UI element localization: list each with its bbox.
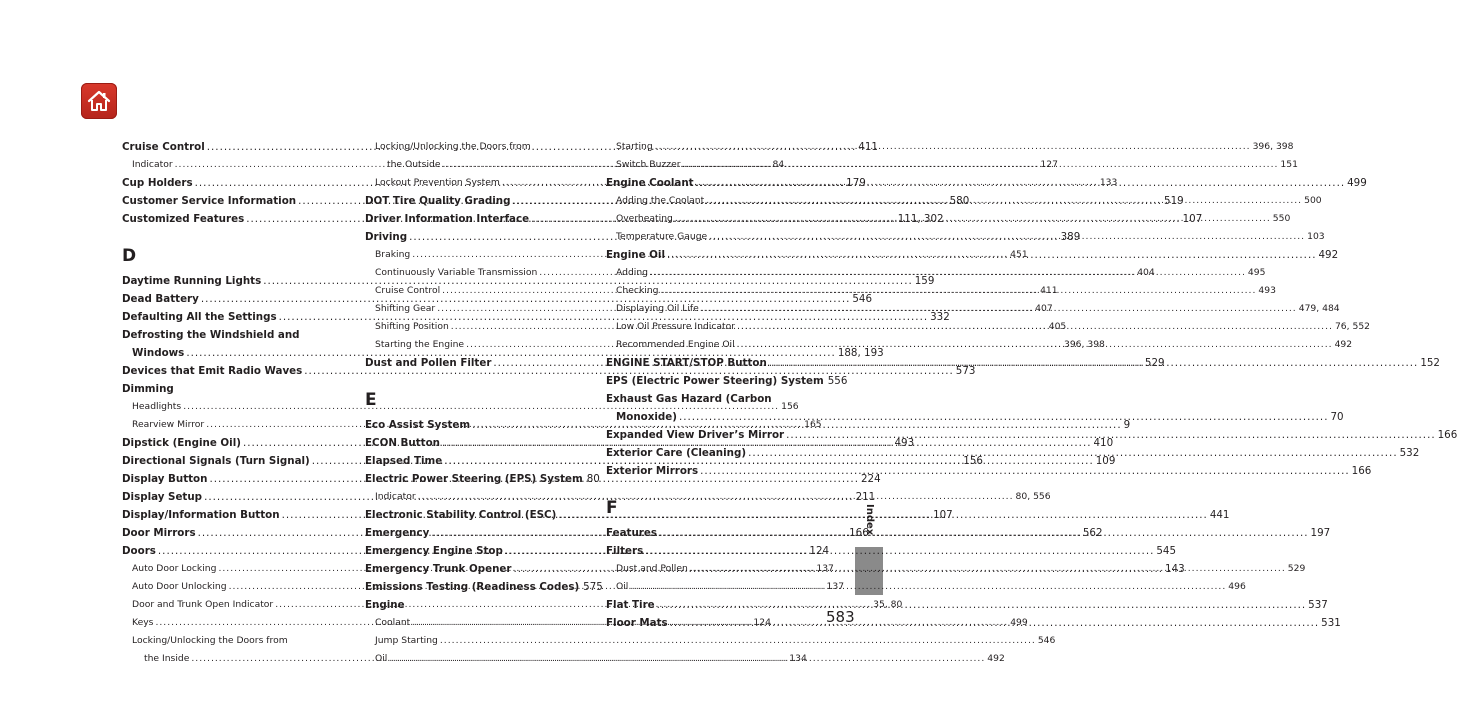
page-reference-link[interactable]: 499 xyxy=(1010,617,1028,628)
dot-leader xyxy=(655,138,1251,156)
page-reference-link[interactable]: 492 xyxy=(1318,249,1339,261)
entry-label: Driver Information Interface xyxy=(365,213,530,225)
page-reference-link[interactable]: 152 xyxy=(1420,357,1440,369)
page-reference-link[interactable]: 151 xyxy=(1280,159,1298,170)
page-number: 583 xyxy=(826,608,855,626)
entry-label: Display Setup xyxy=(122,491,203,503)
page-reference-link[interactable]: 332 xyxy=(930,311,950,323)
page-reference-link[interactable]: 495 xyxy=(1247,267,1266,278)
entry-label: the Inside xyxy=(144,653,190,664)
page-reference-link[interactable]: 124 xyxy=(809,545,830,557)
dot-leader xyxy=(667,246,1317,264)
index-entry-heading xyxy=(365,596,591,614)
entry-label: Locking/Unlocking the Doors from xyxy=(375,141,531,152)
page-reference-link[interactable]: 124 xyxy=(753,617,771,628)
entry-label: Emergency Engine Stop xyxy=(365,545,503,557)
index-entry-heading xyxy=(122,326,348,344)
page-reference-link[interactable]: 166 xyxy=(1437,429,1457,441)
entry-label: Dust and Pollen xyxy=(616,563,688,574)
entry-label: Features xyxy=(606,527,657,539)
entry-label: Coolant xyxy=(375,617,411,628)
dot-leader xyxy=(700,462,1350,480)
entry-label: Customer Service Information xyxy=(122,195,297,207)
dot-leader xyxy=(659,524,1309,542)
page-reference-link[interactable]: 137 xyxy=(816,563,834,574)
page-reference-link[interactable]: 179 xyxy=(846,177,866,189)
page-reference-link[interactable]: 76, 552 xyxy=(1334,321,1371,332)
page-reference-link[interactable]: 134 xyxy=(789,653,807,664)
page-reference-link[interactable]: 9 xyxy=(1123,419,1131,431)
entry-label: DOT Tire Quality Grading xyxy=(365,195,511,207)
entry-label: the Outside xyxy=(387,159,441,170)
index-entry[interactable] xyxy=(365,578,603,596)
entry-label: Doors xyxy=(122,545,156,557)
entry-label: Oil xyxy=(375,653,388,664)
section-letter: D xyxy=(122,246,137,266)
entry-label: Emergency xyxy=(365,527,430,539)
page-reference-link[interactable]: 166 xyxy=(849,527,869,539)
page-reference-link[interactable]: 143 xyxy=(1165,563,1185,575)
dot-leader xyxy=(769,354,1419,372)
page-reference-link[interactable]: 224 xyxy=(860,473,881,485)
dot-leader xyxy=(737,336,1333,354)
entry-label: Expanded View Driver’s Mirror xyxy=(606,429,785,441)
page-reference-link[interactable]: 532 xyxy=(1399,447,1420,459)
entry-label: Electronic Stability Control (ESC) xyxy=(365,509,557,521)
dot-leader xyxy=(657,596,1307,614)
page-reference-link[interactable]: 70 xyxy=(1330,411,1344,423)
page-reference-link[interactable]: 80, 556 xyxy=(1015,491,1051,502)
page-reference-link[interactable]: 159 xyxy=(914,275,935,287)
page-reference-link[interactable]: 411 xyxy=(858,141,878,153)
entry-label: Daytime Running Lights xyxy=(122,275,262,287)
page-reference-link[interactable]: 405 xyxy=(1048,321,1067,332)
entry-label: Emissions Testing (Readiness Codes) xyxy=(365,581,580,593)
entry-label: Windows xyxy=(132,347,185,359)
index-entry-heading xyxy=(606,542,832,560)
section-letter: E xyxy=(365,390,377,410)
page-reference-link[interactable]: 529 xyxy=(1287,563,1306,574)
page-reference-link[interactable]: 529 xyxy=(1144,357,1165,369)
page-reference-link[interactable]: 103 xyxy=(1307,231,1325,242)
page-reference-link[interactable]: 396, 398 xyxy=(1252,141,1294,152)
section-letter: F xyxy=(606,498,618,518)
page-reference-link[interactable]: 107 xyxy=(1182,213,1203,225)
page-reference-link[interactable]: 404 xyxy=(1137,267,1155,278)
entry-label: Engine Oil xyxy=(606,249,665,261)
page-reference-link[interactable]: 556 xyxy=(827,375,848,387)
entry-label: Recommended Engine Oil xyxy=(616,339,735,350)
entry-label: Auto Door Unlocking xyxy=(132,581,227,592)
entry-label: Starting xyxy=(616,141,653,152)
page-reference-link[interactable]: 537 xyxy=(1308,599,1328,611)
entry-label: Exterior Mirrors xyxy=(606,465,699,477)
entry-label: Jump Starting xyxy=(375,635,438,646)
index-side-label: Index xyxy=(864,504,875,536)
page-reference-link[interactable]: 546 xyxy=(1037,635,1056,646)
page-reference-link[interactable]: 546 xyxy=(852,293,873,305)
dot-leader xyxy=(737,318,1333,336)
page-reference-link[interactable]: 496 xyxy=(1228,581,1246,592)
page-reference-link[interactable]: 492 xyxy=(987,653,1005,664)
dot-leader xyxy=(690,560,1286,578)
dot-leader xyxy=(679,408,1329,426)
page-reference-link[interactable]: 545 xyxy=(1156,545,1177,557)
entry-label: Shifting Position xyxy=(375,321,449,332)
home-button[interactable] xyxy=(81,83,117,119)
entry-label: Cruise Control xyxy=(122,141,205,153)
dot-leader xyxy=(683,156,1279,174)
dot-leader xyxy=(675,210,1271,228)
entry-label: Dust and Pollen Filter xyxy=(365,357,492,369)
dot-leader xyxy=(748,444,1398,462)
entry-label: ENGINE START/STOP Button xyxy=(606,357,767,369)
page-reference-link[interactable]: 156 xyxy=(963,455,983,467)
entry-label: Overheating xyxy=(616,213,673,224)
entry-label: Switch Buzzer xyxy=(616,159,681,170)
entry-label: Filters xyxy=(606,545,644,557)
dot-leader xyxy=(786,426,1436,444)
entry-label: Eco Assist System xyxy=(365,419,471,431)
entry-label: Floor Mats xyxy=(606,617,668,629)
entry-label: Indicator xyxy=(375,491,416,502)
entry-label: Checking xyxy=(616,285,659,296)
page-reference-link[interactable]: 407 xyxy=(1035,303,1053,314)
index-entry-heading xyxy=(122,380,348,398)
entry-label: Displaying Oil Life xyxy=(616,303,699,314)
dot-leader xyxy=(660,282,1256,300)
entry-label: Temperature Gauge xyxy=(616,231,708,242)
home-icon xyxy=(86,88,112,114)
entry-label: Adding xyxy=(616,267,648,278)
entry-label: Electric Power Steering (EPS) System xyxy=(365,473,583,485)
page-reference-link[interactable]: 133 xyxy=(1099,177,1118,188)
entry-label: Shifting Gear xyxy=(375,303,436,314)
entry-label: Devices that Emit Radio Waves xyxy=(122,365,303,377)
entry-label: Defaulting All the Settings xyxy=(122,311,277,323)
page-reference-link[interactable]: 575 xyxy=(583,581,603,593)
page-reference-link[interactable]: 411 xyxy=(1040,285,1058,296)
dot-leader xyxy=(440,632,1036,650)
entry-label: EPS (Electric Power Steering) System xyxy=(606,375,824,387)
dot-leader xyxy=(709,228,1305,246)
entry-label: Directional Signals (Turn Signal) xyxy=(122,455,310,467)
page-reference-link[interactable]: 107 xyxy=(933,509,953,521)
dot-leader xyxy=(670,614,1320,632)
page-reference-link[interactable]: 156 xyxy=(781,401,799,412)
entry-label: Headlights xyxy=(132,401,182,412)
entry-label: ECON Button xyxy=(365,437,440,449)
entry-label: Dipstick (Engine Oil) xyxy=(122,437,241,449)
page-reference-link[interactable]: 451 xyxy=(1010,249,1028,260)
entry-label: Engine xyxy=(365,599,405,611)
page-reference-link[interactable]: 165 xyxy=(804,419,822,430)
entry-label: Emergency Trunk Opener xyxy=(365,563,512,575)
entry-label: Exhaust Gas Hazard (Carbon xyxy=(606,393,772,405)
index-subentry[interactable] xyxy=(365,632,1056,650)
entry-label: Lockout Prevention System xyxy=(375,177,500,188)
entry-label: Engine Coolant xyxy=(606,177,694,189)
index-subentry-heading xyxy=(122,632,348,650)
entry-label: Flat Tire xyxy=(606,599,655,611)
entry-label: Display Button xyxy=(122,473,208,485)
entry-label: Door and Trunk Open Indicator xyxy=(132,599,274,610)
page-reference-link[interactable]: 493 xyxy=(1258,285,1276,296)
page-reference-link[interactable]: 492 xyxy=(1334,339,1353,350)
index-entry-heading xyxy=(606,390,832,408)
index-subentry-heading xyxy=(365,138,591,156)
page-reference-link[interactable]: 499 xyxy=(1347,177,1367,189)
entry-label: Starting the Engine xyxy=(375,339,465,350)
page-reference-link[interactable]: 109 xyxy=(1095,455,1116,467)
entry-label: Low Oil Pressure Indicator xyxy=(616,321,736,332)
page-reference-link[interactable]: 580 xyxy=(949,195,970,207)
page-reference-link[interactable]: 84 xyxy=(772,159,785,170)
page-reference-link[interactable]: 137 xyxy=(826,581,845,592)
dot-leader xyxy=(630,578,1226,596)
page-reference-link[interactable]: 396, 398 xyxy=(1063,339,1105,350)
entry-label: Cruise Control xyxy=(375,285,441,296)
page-reference-link[interactable]: 500 xyxy=(1304,195,1322,206)
page-reference-link[interactable]: 211 xyxy=(855,491,876,503)
dot-leader xyxy=(389,650,985,668)
page-reference-link[interactable]: 519 xyxy=(1164,195,1184,207)
page-reference-link[interactable]: 80 xyxy=(586,473,600,485)
index-entry[interactable] xyxy=(606,372,848,390)
entry-label: Braking xyxy=(375,249,411,260)
entry-label: Driving xyxy=(365,231,408,243)
dot-leader xyxy=(696,174,1346,192)
page-reference-link[interactable]: 441 xyxy=(1209,509,1230,521)
entry-label: Display/Information Button xyxy=(122,509,280,521)
entry-label: Defrosting the Windshield and xyxy=(122,329,300,341)
entry-label: Exterior Care (Cleaning) xyxy=(606,447,747,459)
page-reference-link[interactable]: 493 xyxy=(894,437,915,449)
entry-label: Elapsed Time xyxy=(365,455,443,467)
page-reference-link[interactable]: 410 xyxy=(1093,437,1114,449)
entry-label: Continuously Variable Transmission xyxy=(375,267,538,278)
entry-label: Indicator xyxy=(132,159,173,170)
entry-label: Rearview Mirror xyxy=(132,419,205,430)
entry-label: Dimming xyxy=(122,383,174,395)
dot-leader xyxy=(650,264,1246,282)
entry-label: Customized Features xyxy=(122,213,245,225)
entry-label: Door Mirrors xyxy=(122,527,196,539)
index-entry-continued[interactable] xyxy=(606,408,1344,426)
page-reference-link[interactable]: 550 xyxy=(1272,213,1291,224)
entry-label: Auto Door Locking xyxy=(132,563,217,574)
page-reference-link[interactable]: 389 xyxy=(1060,231,1081,243)
index-entry[interactable] xyxy=(365,470,600,488)
page-reference-link[interactable]: 562 xyxy=(1082,527,1103,539)
dot-leader xyxy=(701,300,1297,318)
entry-label: Dead Battery xyxy=(122,293,199,305)
entry-label: Adding the Coolant xyxy=(616,195,705,206)
entry-label: Oil xyxy=(616,581,629,592)
entry-label: Cup Holders xyxy=(122,177,193,189)
page-reference-link[interactable]: 197 xyxy=(1310,527,1331,539)
dot-leader xyxy=(706,192,1302,210)
page-reference-link[interactable]: 35, 80 xyxy=(873,599,903,610)
page-reference-link[interactable]: 573 xyxy=(955,365,976,377)
page-reference-link[interactable]: 127 xyxy=(1040,159,1058,170)
entry-label: Locking/Unlocking the Doors from xyxy=(132,635,288,646)
page-reference-link[interactable]: 188, 193 xyxy=(837,347,884,359)
page-reference-link[interactable]: 166 xyxy=(1351,465,1372,477)
entry-label: Keys xyxy=(132,617,154,628)
page-reference-link[interactable]: 531 xyxy=(1321,617,1341,629)
page-reference-link[interactable]: 479, 484 xyxy=(1298,303,1340,314)
page-reference-link[interactable]: 111, 302 xyxy=(897,213,944,225)
entry-label: Monoxide) xyxy=(616,411,677,423)
